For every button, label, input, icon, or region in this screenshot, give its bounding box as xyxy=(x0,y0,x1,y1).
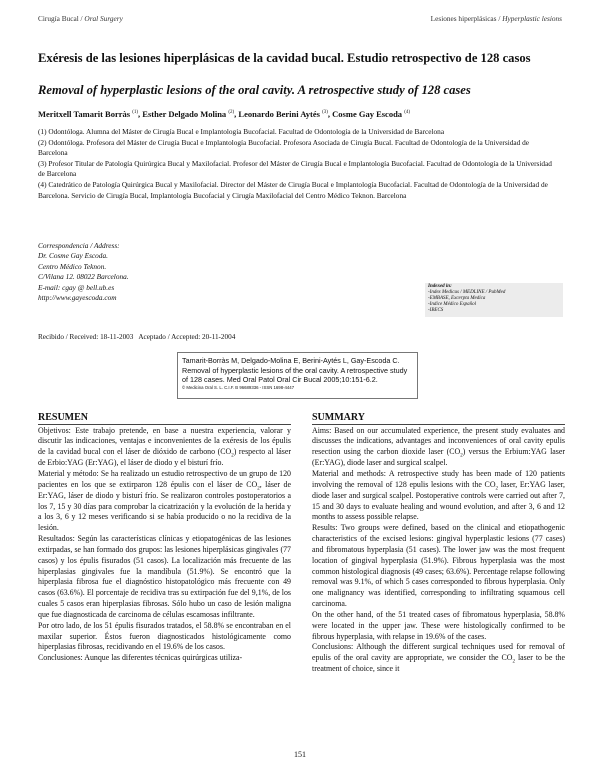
correspondence-block xyxy=(38,241,129,303)
author-affiliation-mark: (2) xyxy=(228,110,235,116)
article-title-english: Removal of hyperplastic lesions of the oral cavity. A retrospective study of 128 cases xyxy=(38,83,471,97)
summary-results: Results: Two groups were defined, based on the clinical and etiopathogenic characteristics of the excised lesions: gingival hyperplastic lesions (77 cases) and fibromatous hyperplasia (51 cases). The lower jaw was the most frequent location of gingival hyperplasia (51.9%). Fibrous hyperplasia was the most common histological diagnosis (49 cases; 63.6%). Percentage relapse following removal was 9.1%, of which 5 cases corresponded to fibrous hyperplasia. Only one malignancy was identified, corresponding to infiltrating squamous cell carcinoma. xyxy=(312,523,565,609)
indexed-item: -IBECS xyxy=(428,308,444,313)
received-date: 18-11-2003 xyxy=(100,333,134,341)
author-affiliation-mark: (1) xyxy=(132,110,139,116)
journal-section-es: Cirugía Bucal xyxy=(38,14,79,23)
summary-column xyxy=(312,412,565,675)
resumen-objetivos: Objetivos: Este trabajo pretende, en base a nuestra experiencia, valorar y discutir las indicaciones, ventajas e inconvenientes de la exéresis de los épulis de la cavidad bucal con el láser de dióxido de carbono $(CO_2)$ respecto al láser de Erbio:YAG (Er:YAG), el láser de diodo y el bisturí frío. xyxy=(38,425,291,468)
received-accepted-dates xyxy=(38,333,235,341)
section-rule xyxy=(312,424,565,425)
copyright-line: © Medicina Oral S. L. C.I.F. B 96689336 - ISSN 1698-4447 xyxy=(182,384,295,390)
running-header-left: Cirugía Bucal / Oral Surgery xyxy=(38,14,123,23)
correspondence-label: Correspondencia / Address: xyxy=(38,241,120,250)
author-name: Esther Delgado Molina xyxy=(142,109,227,119)
summary-conclusions: Conclusions: Although the different surgical techniques used for removal of epulis of the oral cavity are appropriate, we consider the $CO_2$ laser to be the treatment of choice, since it xyxy=(312,642,566,674)
affiliation-item: (4) Catedrático de Patología Quirúrgica Bucal y Maxilofacial. Director del Máster de Cirugía Bucal e Implantología Bucofacial. Facultad de Odontología de la Universidad de Barcelona. Servicio de Cirugía Bucal, Implantología Bucofacial y Cirugía Maxilofacial del Centro Médico Teknon. Barcelona xyxy=(38,179,548,200)
author-name: Cosme Gay Escoda xyxy=(332,109,403,119)
correspondence-line: C/Vilana 12. 08022 Barcelona. xyxy=(38,272,129,282)
resumen-resultados: Resultados: Según las características clínicas y etiopatogénicas de las lesiones extirpadas, se han formado dos grupos: las lesiones hiperplásicas gingivales (77 casos) y los épulis fisurados (51 casos). La localización más frecuente de las hiperplasias gingivales fue la mandíbula (51.9%). Se encontró que la hiperplasia fibrosa fue el diagnóstico histopatológico más frecuente con 49 casos (63.6%). El porcentaje de recidiva tras su extirpación fue del 9,1%, de los cuales 5 casos eran hiperplasias fibrosas. Sólo hubo un caso de lesión maligna que fue diagnosticada de carcinoma de células escamosas infiltrante. xyxy=(38,534,291,619)
indexed-item: -Indice Médico Español xyxy=(428,302,477,307)
correspondence-line: Dr. Cosme Gay Escoda. xyxy=(38,251,108,261)
affiliation-item: (3) Profesor Titular de Patología Quirúrgica Bucal y Maxilofacial. Profesor del Máster de Cirugía Bucal e Implantología Bucofacial. Facultad de Odontología de la Universidad de Barcelona xyxy=(38,158,552,179)
journal-section-en: Oral Surgery xyxy=(84,14,123,23)
indexed-in-box xyxy=(425,283,563,317)
indexed-item: -EMBASE, Excerpta Medica xyxy=(428,296,486,301)
article-title-spanish: Exéresis de las lesiones hiperplásicas de la cavidad bucal. Estudio retrospectivo de 128 casos xyxy=(38,51,531,65)
affiliation-item: (2) Odontóloga. Profesora del Máster de Cirugía Bucal e Implantología Bucofacial. Profesora Asociada de Cirugía Bucal. Facultad de Odontología de la Universidad de Barcelona xyxy=(38,137,529,158)
resumen-material: Material y método: Se ha realizado un estudio retrospectivo de un grupo de 120 pacientes en los que se extirparon 128 épulis con el láser de $CO_2$, láser de Er:YAG, láser de diodo y bisturí frío. Se realizaron controles postoperatorios a los 7, 15 y 30 días para comprobar la cicatrización y la evolución de la herida y a los 3, 6 y 12 meses verificando si se había producido o no la recidiva de la lesión. xyxy=(38,468,291,533)
affiliations xyxy=(38,127,560,201)
summary-methods: Material and methods: A retrospective study has been made of 120 patients involving the removal of 128 epulis lesions with the $CO_2$ laser, Er:YAG laser, diode laser and surgical scalpel. Postoperative controls were carried out after 7, 15 and 30 days to evaluate healing and wound evolution, and after 3, 6 and 12 months to assess possible relapse. xyxy=(312,468,565,522)
page-number: 151 xyxy=(294,750,306,759)
author-name: Leonardo Berini Aytés xyxy=(238,109,320,119)
resumen-column xyxy=(38,412,291,664)
indexed-heading: Indexed in: xyxy=(428,284,452,289)
correspondence-email[interactable]: E-mail: cgay @ bell.ub.es xyxy=(38,282,115,292)
author-affiliation-mark: (3) xyxy=(322,110,328,116)
resumen-heading: RESUMEN xyxy=(38,412,89,423)
affiliation-item: (1) Odontóloga. Alumna del Máster de Cirugía Bucal e Implantología Bucofacial. Facultad de Odontología de la Universidad de Barcelona xyxy=(38,127,445,136)
section-rule xyxy=(38,424,291,425)
topic-es: Lesiones hiperplásicas xyxy=(430,14,497,23)
resumen-conclusiones: Conclusiones: Aunque las diferentes técnicas quirúrgicas utiliza- xyxy=(38,653,243,663)
topic-en: Hyperplastic lesions xyxy=(502,14,562,23)
author-affiliation-mark: (4) xyxy=(404,110,411,116)
citation-box xyxy=(177,352,418,399)
correspondence-line: Centro Médico Teknon. xyxy=(38,261,107,271)
accepted-label: Aceptado / Accepted: xyxy=(138,333,201,341)
citation-text: Tamarit-Borràs M, Delgado-Molina E, Berini-Aytés L, Gay-Escoda C. Removal of hyperplastic lesions of the oral cavity. A retrospective study of 128 cases. Med Oral Patol Oral Cir Bucal 2005;10:151-6.2. xyxy=(182,356,408,385)
received-label: Recibido / Received: xyxy=(38,333,99,341)
summary-results-2: On the other hand, of the 51 treated cases of fibromatous hyperplasia, 58.8% were located in the upper jaw. These were histologically confirmed to be fibrous hyperplasia, with relapse in 19.6% of the cases. xyxy=(312,609,565,641)
accepted-date: 20-11-2004 xyxy=(202,333,236,341)
resumen-resultados-2: Por otro lado, de los 51 épulis fisurados tratados, el 58.8% se encontraban en el maxilar superior. Éstos fueron diagnosticados histológicamente como hiperplasias fibrosas, recidivando en el 19.6% de los casos. xyxy=(38,620,291,652)
author-name: Meritxell Tamarit Borràs xyxy=(38,109,131,119)
summary-aims: Aims: Based on our accumulated experience, the present study evaluates and discusses the indications, advantages and inconveniences of oral cavity epulis resection using the carbon dioxide laser $(CO_2)$ versus the Erbium:YAG laser (Er:YAG), diode laser and surgical scalpel. xyxy=(312,425,565,468)
author-list: Meritxell Tamarit Borràs $^{(1)}$, Esther Delgado Molina $^{(2)}$, Leonardo Berini Aytés $^{(3)}$, Cosme Gay Escoda $^{(4)}$ xyxy=(38,109,411,119)
indexed-item: -Index Medicus / MEDLINE / PubMed xyxy=(428,290,506,295)
correspondence-website[interactable]: http://www.gayescoda.com xyxy=(38,293,117,303)
summary-heading: SUMMARY xyxy=(312,412,365,423)
running-header-right: Lesiones hiperplásicas / Hyperplastic lesions xyxy=(430,14,562,23)
